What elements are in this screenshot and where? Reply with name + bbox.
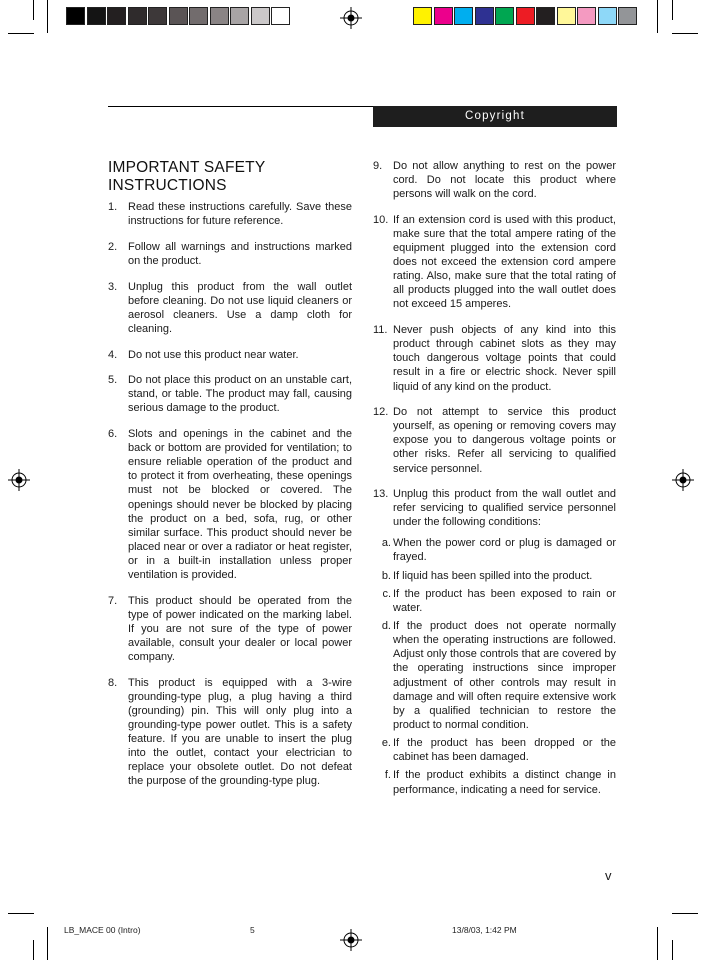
gray-swatch bbox=[189, 7, 208, 25]
page-title: IMPORTANT SAFETY INSTRUCTIONS bbox=[108, 159, 266, 194]
crop-mark bbox=[33, 0, 34, 20]
condition-item-number: e. bbox=[381, 737, 391, 750]
left-column bbox=[108, 200, 352, 800]
instruction-item-text: Slots and openings in the cabinet and the back or bottom are provided for ventilation; to ensure reliable operation of the product and to protect it from overheating, these openings must not be blocked or covered. The openings should never be blocked by placing the product on a bed, sofa, rug, or other similar surface. This product should never be placed near or over a radiator or heat register, or in a built-in installation unless proper ventilation is provided. bbox=[128, 428, 352, 582]
gray-swatch bbox=[169, 7, 188, 25]
condition-item bbox=[381, 619, 616, 732]
condition-item-number: c. bbox=[382, 587, 391, 600]
color-swatch bbox=[536, 7, 555, 25]
instruction-item bbox=[108, 348, 352, 362]
color-swatch bbox=[618, 7, 637, 25]
color-swatch bbox=[434, 7, 453, 25]
color-swatch bbox=[413, 7, 432, 25]
crop-mark bbox=[672, 940, 673, 960]
instruction-item-text: Follow all warnings and instructions marked on the product. bbox=[128, 240, 352, 267]
instruction-item-number: 3. bbox=[108, 280, 118, 293]
condition-item bbox=[381, 736, 616, 764]
instruction-item bbox=[108, 280, 352, 336]
crop-mark bbox=[657, 0, 658, 33]
instruction-item-text: This product is equipped with a 3-wire grounding-type plug, a plug having a third (grounding) pin. This will only plug into a grounding-type power outlet. This is a safety feature. If you are unable to insert the plug into the outlet, contact your electrician to replace your obsolete outlet. Do not defeat the purpose of the grounding-type plug. bbox=[128, 676, 352, 788]
crop-mark bbox=[47, 927, 48, 960]
registration-mark-icon bbox=[340, 929, 362, 951]
instruction-item bbox=[373, 405, 616, 475]
instruction-item-number: 7. bbox=[108, 594, 118, 607]
gray-swatch bbox=[271, 7, 290, 25]
crop-mark bbox=[657, 927, 658, 960]
footer-sheet-number: 5 bbox=[250, 925, 255, 935]
section-label: Copyright bbox=[373, 106, 617, 127]
gray-swatch bbox=[87, 7, 106, 25]
condition-item-number: f. bbox=[384, 769, 391, 782]
instruction-item-text: Do not attempt to service this product yourself, as opening or removing covers may expose you to dangerous voltage points or other risks. Refer all servicing to qualified service personnel. bbox=[393, 406, 616, 475]
instruction-item-text: Never push objects of any kind into this product through cabinet slots as they may touch dangerous voltage points that could result in a fire or electric shock. Never spill liquid of any kind on the product. bbox=[393, 324, 616, 393]
instruction-item bbox=[108, 240, 352, 268]
gray-swatch bbox=[230, 7, 249, 25]
condition-item-text: If the product has been dropped or the cabinet has been damaged. bbox=[393, 737, 616, 764]
condition-item-number: a. bbox=[381, 537, 391, 550]
gray-swatch bbox=[210, 7, 229, 25]
registration-mark-icon bbox=[340, 7, 362, 29]
right-column bbox=[373, 159, 616, 801]
condition-item-text: If liquid has been spilled into the product. bbox=[393, 569, 593, 582]
instruction-item-text: Unplug this product from the wall outlet and refer servicing to qualified service personnel under the following conditions: bbox=[393, 488, 616, 529]
condition-item bbox=[382, 587, 616, 615]
gray-swatch bbox=[251, 7, 270, 25]
footer-date: 13/8/03, 1:42 PM bbox=[452, 925, 517, 935]
instruction-item-number: 5. bbox=[108, 374, 118, 387]
instruction-item bbox=[108, 200, 352, 228]
condition-item-text: If the product has been exposed to rain or water. bbox=[393, 587, 616, 614]
crop-mark bbox=[672, 913, 698, 914]
color-swatch bbox=[475, 7, 494, 25]
instruction-item bbox=[108, 427, 352, 582]
crop-mark bbox=[672, 33, 698, 34]
instruction-item bbox=[373, 159, 616, 201]
instruction-item-text: This product should be operated from the type of power indicated on the marking label. If you are not sure of the type of power available, consult your dealer or local power company. bbox=[128, 594, 352, 664]
gray-swatch bbox=[148, 7, 167, 25]
page-number: v bbox=[605, 868, 612, 883]
instruction-item-number: 13. bbox=[373, 488, 389, 501]
condition-item-text: If the product does not operate normally when the operating instructions are followed. Adjust only those controls that are covered by the operating instructions since improper adjustment of other controls may result in damage and will often require extensive work by a qualified technician to restore the product to normal condition. bbox=[393, 620, 616, 731]
instruction-item-text: Do not use this product near water. bbox=[128, 348, 299, 361]
condition-item-number: d. bbox=[381, 620, 391, 633]
color-swatch bbox=[598, 7, 617, 25]
instruction-item bbox=[373, 323, 616, 393]
footer-file-name: LB_MACE 00 (Intro) bbox=[64, 925, 141, 935]
instruction-item-number: 12. bbox=[373, 406, 389, 419]
registration-mark-icon bbox=[672, 469, 694, 491]
color-swatch bbox=[577, 7, 596, 25]
gray-swatch bbox=[66, 7, 85, 25]
instruction-item-number: 9. bbox=[373, 160, 383, 172]
instruction-item-text: Unplug this product from the wall outlet before cleaning. Do not use liquid cleaners or aerosol cleaners. Use a damp cloth for cleaning. bbox=[128, 280, 352, 335]
header-rule bbox=[108, 106, 373, 107]
crop-mark bbox=[672, 0, 673, 20]
color-swatch bbox=[516, 7, 535, 25]
crop-mark bbox=[8, 33, 34, 34]
instruction-item-text: Do not allow anything to rest on the power cord. Do not locate this product where persons will walk on the cord. bbox=[393, 160, 616, 201]
condition-item-number: b. bbox=[381, 569, 391, 582]
color-swatch bbox=[454, 7, 473, 25]
instruction-item-number: 8. bbox=[108, 676, 118, 689]
condition-item-text: When the power cord or plug is damaged or frayed. bbox=[393, 537, 616, 564]
condition-item-text: If the product exhibits a distinct change in performance, indicating a need for service. bbox=[393, 769, 616, 796]
instruction-item-number: 2. bbox=[108, 240, 118, 253]
instruction-item-number: 11. bbox=[373, 324, 388, 337]
gray-swatch bbox=[128, 7, 147, 25]
color-swatch bbox=[557, 7, 576, 25]
instruction-item-number: 4. bbox=[108, 348, 118, 361]
instruction-item-number: 1. bbox=[108, 201, 118, 213]
instruction-item bbox=[108, 676, 352, 789]
gray-swatch bbox=[107, 7, 126, 25]
instruction-item bbox=[373, 213, 616, 312]
instruction-item bbox=[108, 373, 352, 415]
crop-mark bbox=[47, 0, 48, 33]
instruction-item-text: Do not place this product on an unstable cart, stand, or table. The product may fall, causing serious damage to the product. bbox=[128, 374, 352, 415]
instruction-item bbox=[108, 594, 352, 664]
crop-mark bbox=[33, 940, 34, 960]
crop-mark bbox=[8, 913, 34, 914]
condition-item bbox=[384, 768, 616, 796]
instruction-item-number: 10. bbox=[373, 213, 389, 226]
registration-mark-icon bbox=[8, 469, 30, 491]
instruction-item-number: 6. bbox=[108, 428, 118, 441]
instruction-item-text: Read these instructions carefully. Save these instructions for future reference. bbox=[128, 201, 352, 228]
condition-item bbox=[381, 569, 616, 583]
instruction-item-text: If an extension cord is used with this product, make sure that the total ampere rating of the equipment plugged into the extension cord does not exceed the extension cord ampere rating. Also, make sure that the total rating of all products plugged into the wall outlet does not exceed 15 amperes. bbox=[393, 213, 616, 311]
condition-item bbox=[381, 536, 616, 564]
color-swatch bbox=[495, 7, 514, 25]
instruction-item bbox=[373, 487, 616, 529]
